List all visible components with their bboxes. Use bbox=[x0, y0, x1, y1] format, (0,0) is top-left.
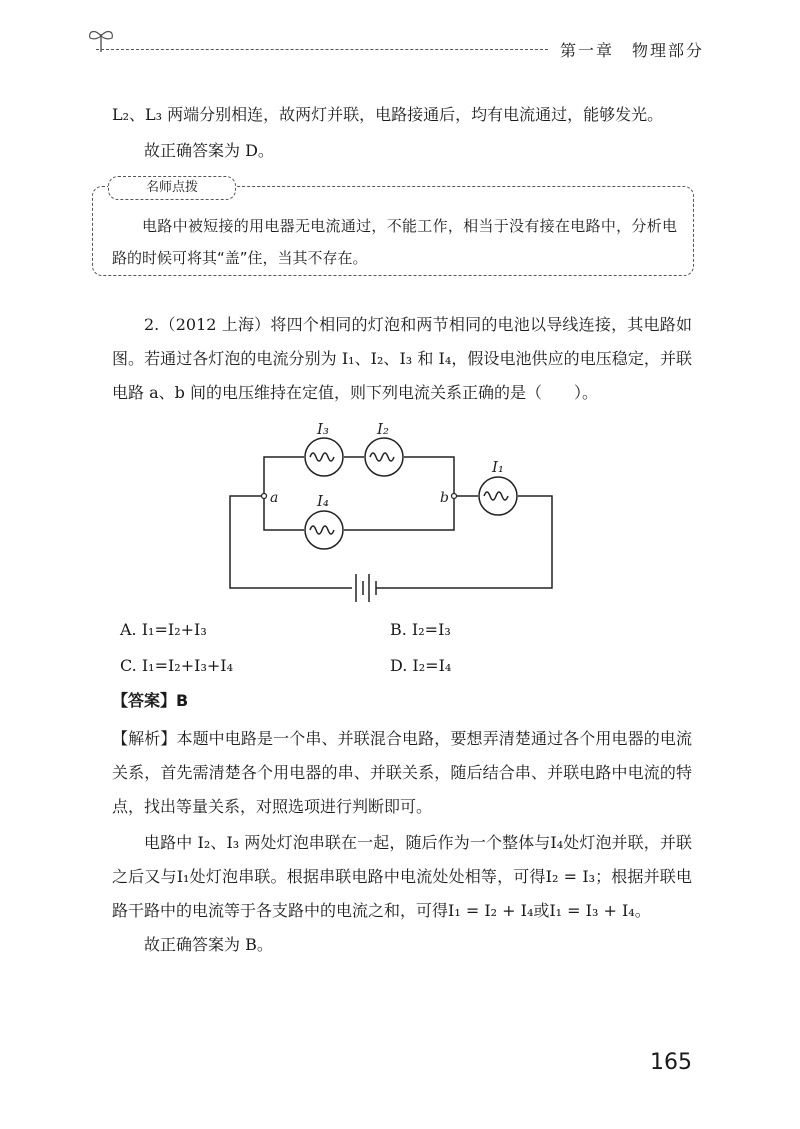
circuit-diagram bbox=[220, 412, 570, 612]
tip-text: 电路中被短接的用电器无电流通过，不能工作，相当于没有接在电路中，分析电路的时候可将其“盖”住，当其不存在。 bbox=[112, 217, 677, 267]
bulb-i2 bbox=[365, 438, 403, 476]
wire-left bbox=[230, 496, 352, 588]
label-i4: I₄ bbox=[317, 492, 329, 510]
analysis-conclusion: 故正确答案为 B。 bbox=[144, 935, 273, 954]
label-a: a bbox=[270, 490, 279, 506]
label-i3: I₃ bbox=[317, 420, 329, 438]
wire-right bbox=[376, 496, 552, 588]
header-section: 物理部分 bbox=[631, 41, 704, 60]
prev-analysis-line: L₂、L₃ 两端分别相连，故两灯并联，电路接通后，均有电流通过，能够发光。 bbox=[112, 105, 664, 124]
prev-answer-line: 故正确答案为 D。 bbox=[144, 141, 274, 160]
question-text: 2.（2012 上海）将四个相同的灯泡和两节相同的电池以导线连接，其电路如图。若通过各灯泡的电流分别为 I₁、I₂、I₃ 和 I₄，假设电池供应的电压稳定，并联电路 a、b 间的电压维持在定值，则下列电流关系正确的是（ ）。 bbox=[112, 315, 692, 402]
page-number: 165 bbox=[650, 1050, 692, 1075]
option-a: A. I₁=I₂+I₃ bbox=[120, 620, 207, 639]
analysis-paragraph-1: 【解析】本题中电路是一个串、并联混合电路，要想弄清楚通过各个用电器的电流关系，首先需清楚各个用电器的串、并联关系，随后结合串、并联电路中电流的特点，找出等量关系，对照选项进行判断即可。 bbox=[112, 729, 692, 816]
answer-line: 【答案】B bbox=[112, 691, 189, 710]
node-b bbox=[452, 494, 457, 499]
option-c: C. I₁=I₂+I₃+I₄ bbox=[120, 656, 233, 675]
bulb-i4 bbox=[305, 511, 343, 549]
analysis-paragraph-2: 电路中 I₂、I₃ 两处灯泡串联在一起，随后作为一个整体与I₄处灯泡并联，并联之后又与I₁处灯泡串联。根据串联电路中电流处处相等，可得I₂ = I₃；根据并联电路干路中的电流等于各支路中的电流之和，可得I₁ = I₂ + I₄或I₁ = I₃ + I₄。 bbox=[112, 833, 692, 920]
running-header bbox=[560, 38, 704, 61]
bulb-i3 bbox=[305, 438, 343, 476]
label-b: b bbox=[440, 490, 449, 506]
tip-label: 名师点拨 bbox=[108, 176, 236, 200]
node-a bbox=[262, 494, 267, 499]
option-d: D. I₂=I₄ bbox=[390, 656, 452, 675]
wire-top-branch bbox=[264, 457, 454, 496]
label-i1: I₁ bbox=[492, 458, 504, 476]
option-b: B. I₂=I₃ bbox=[390, 620, 451, 639]
label-i2: I₂ bbox=[377, 420, 389, 438]
wire-bottom-branch bbox=[264, 496, 454, 530]
header-rule bbox=[96, 49, 548, 50]
header-chapter: 第一章 bbox=[559, 41, 614, 60]
bulb-i1 bbox=[479, 477, 517, 515]
